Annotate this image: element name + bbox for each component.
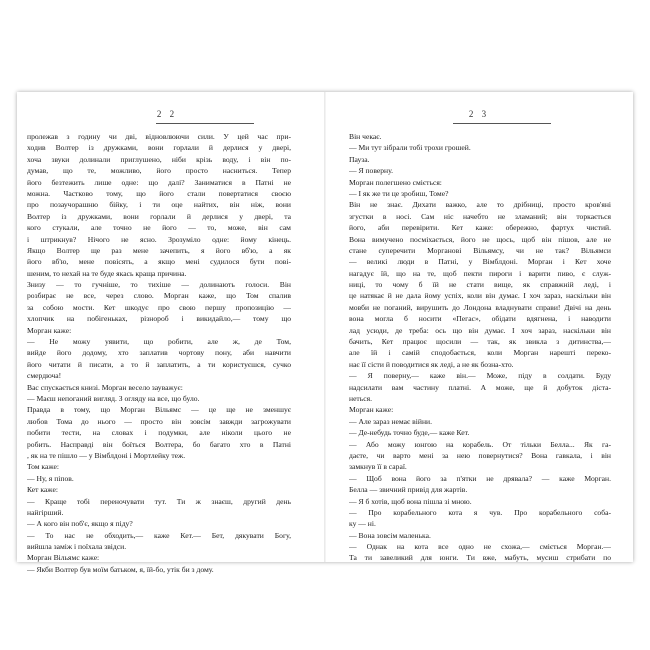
- text-line: Вона вимучено посміхається, його не щось, щоб він пішов, але не: [349, 234, 611, 244]
- left-page: [17, 92, 317, 574]
- text-line: це натякає й не дала йому успіх, коли він думає. І хоч зараз, наскільки він: [349, 291, 611, 301]
- text-line: про позаучорашню бійку, і ти оце найтих, він ніж, вони: [27, 200, 291, 210]
- text-line: даєте, чи варто мені за нею повернутися? Вона гавкала, і він: [349, 450, 611, 460]
- text-line: Белла — звичний привід для жартів.: [349, 485, 468, 495]
- text-line: — Про корабельного кота я чув. Про корабельного соба-: [349, 507, 611, 517]
- text-line: неться.: [349, 393, 372, 403]
- text-line: Морган каже:: [349, 405, 394, 415]
- text-line: мовби не поганий, вирушить до Лондона владнувати справи! Двічі на день: [349, 302, 611, 312]
- text-line: хоча звуки долинали приглушено, ніби крізь воду, і він по-: [27, 154, 291, 164]
- text-line: Та ти завеликий для юнги. Ти вже, мабуть, мусиш стрибати по: [349, 553, 611, 563]
- text-line: — Я поверну,— каже він.— Може, піду в солдати. Буду: [349, 371, 611, 381]
- page-number: 2 2: [156, 109, 178, 119]
- text-line: — Вона зовсім маленька.: [349, 530, 431, 540]
- text-line: його безтежить лише одне: що далі? Заниматися в Патні не: [27, 177, 291, 187]
- text-line: вийшла заміж і поїхала звідси.: [27, 542, 127, 552]
- text-line: — великі люди в Патні, у Вімблдоні. Морган і Кет хоче: [349, 257, 611, 267]
- book-spread: [17, 92, 633, 574]
- text-line: найгірший.: [27, 507, 64, 517]
- text-line: думав, що те, можливо, його просто насниться. Тепер: [27, 166, 291, 176]
- text-line: , як на те пішло — у Вімблдоні і Мортлейку теж.: [27, 450, 186, 460]
- text-line: стане суперечити Моргановi Вільямсу, чи не так? Вільямси: [349, 245, 611, 255]
- book-gutter: [324, 92, 326, 562]
- text-line: розбирає не все, через слово. Морган каже, що Том спалив: [27, 291, 291, 301]
- text-line: замкнув її в сараї.: [349, 462, 407, 472]
- header-rule: [453, 123, 551, 124]
- text-line: бачить, Кет працює щосили — так, як звикла з дитинства,—: [349, 337, 611, 347]
- text-line: Морган каже:: [27, 325, 72, 335]
- text-line: — Якби Волтер був моїм батьком, я, їй-бо, утік би з дому.: [27, 564, 214, 574]
- text-line: — Не можу уявити, що робити, але ж, де Том,: [27, 337, 291, 347]
- text-line: Том каже:: [27, 462, 59, 472]
- text-line: кого стукали, але точно не його — то, може, він сам: [27, 223, 291, 233]
- text-line: смердюча!: [27, 371, 62, 381]
- page-body: [27, 131, 291, 575]
- text-line: — А кого він поб'є, якщо я піду?: [27, 519, 133, 529]
- text-line: Правда в тому, що Морган Вільямс — це ще не зменшує: [27, 405, 291, 415]
- text-line: — Ну, я піпов.: [27, 473, 74, 483]
- text-line: Вас спускається книзі. Морган весело зауважує:: [27, 382, 183, 392]
- text-line: вона могла б носити «Пегас», обідати вдягнена, і наводити: [349, 314, 611, 324]
- text-line: любов Тома до нього — просто він зовсім завжди загрожувати: [27, 416, 291, 426]
- text-line: згустки в носі. Сам ніс начебто не зламаний; він торкається: [349, 211, 611, 221]
- right-page: [329, 92, 629, 562]
- text-line: хлопчик на побігеньках, різнороб і викидайло,— тому що: [27, 314, 291, 324]
- text-line: Морган Вільямс каже:: [27, 553, 100, 563]
- text-line: Морган полегшено сміється:: [349, 177, 442, 187]
- text-line: вийде його додому, хто заплатив чортову пону, аби навчити: [27, 348, 291, 358]
- text-line: — Однак на кота все одно не схожа,— сміється Морган.—: [349, 542, 611, 552]
- text-line: його читати й писати, а то й заплатить, а ти користуєшся, сучко: [27, 359, 291, 369]
- text-line: Він чекає.: [349, 132, 382, 141]
- text-line: Якщо Волтер ще раз мене зачепить, я його вб'ю, а як: [27, 245, 291, 255]
- text-line: робить. Насправді він боїться Волтера, бо багато хто в Патні: [27, 439, 291, 449]
- text-line: Він не знає. Дихати важко, але то дрібниці, просто кров'яні: [349, 200, 611, 210]
- text-line: Знизу — то гучніше, то тихіше — долинають голоси. Він: [27, 280, 291, 290]
- text-line: — І як же ти це зробиш, Томе?: [349, 188, 449, 198]
- text-line: ходив Волтер із дружками, вони горлали й дерлися у двері,: [27, 143, 291, 153]
- text-line: ку — ні.: [349, 519, 376, 529]
- text-line: — Щоб вона його за п'ятки не дрявала? — каже Морган.: [349, 473, 611, 483]
- text-line: Пауза.: [349, 154, 370, 164]
- text-line: за собою мости. Кет шкодує про свою першу пропозицію —: [27, 302, 291, 312]
- text-line: — Але зараз немає війни.: [349, 416, 432, 426]
- text-line: — Або можу юнгою на корабель. От тільки Белла... Як га-: [349, 439, 611, 449]
- text-line: — Маєш непоганий вигляд. З огляду на все, що було.: [27, 393, 200, 403]
- text-line: нає її сісти й поводитися як леді, а не як бозна-хто.: [349, 359, 514, 369]
- text-line: — Я б хотів, щоб вона пішла зі мною.: [349, 496, 472, 506]
- text-line: його вб'ю, мене повісять, а якщо мені судилося бути пові-: [27, 257, 291, 267]
- text-line: шеним, то нехай на те буде якась краща причина.: [27, 268, 187, 278]
- text-line: пролежав з годину чи дві, відновлюючи сили. У цей час при-: [27, 132, 291, 141]
- text-line: — То нас не обходить,— каже Кет.— Бет, дякувати Богу,: [27, 530, 291, 540]
- text-line: але їй і самій сподобається, коли Морган нарешті переко-: [349, 348, 611, 358]
- page-body: [349, 131, 611, 564]
- text-line: надсилати вам частину платні. А може, ще й добуток діста-: [349, 382, 611, 392]
- header-rule: [156, 123, 254, 124]
- text-line: Волтер із дружками, вони горлали й дерлися у двері, та: [27, 211, 291, 221]
- text-line: його, аби перевірити. Кет каже: обережно, фартух чистий.: [349, 223, 611, 233]
- text-line: — Краще тобі переночувати тут. Ти ж знаєш, другий день: [27, 496, 291, 506]
- text-line: побити тести, на словах і подумки, але ніколи цього не: [27, 428, 291, 438]
- text-line: — Де-небудь точно буде,— каже Кет.: [349, 428, 470, 438]
- text-line: — Я поверну.: [349, 166, 394, 176]
- text-line: Кет каже:: [27, 485, 58, 495]
- text-line: — Ми тут зібрали тобі трохи грошей.: [349, 143, 471, 153]
- text-line: нагадує їй, що на те, щоб пекти пироги і варити пиво, є служ-: [349, 268, 611, 278]
- text-line: ниці, то чому б їй не стати вище, як справжній леді, і: [349, 280, 611, 290]
- text-line: і штрикнув? Нічого не ясно. Зрозуміло одне: йому кінець.: [27, 234, 291, 244]
- text-line: лад усюди, де треба: ось що він думає. І хоч зараз, наскільки він: [349, 325, 611, 335]
- page-number: 2 3: [468, 109, 490, 119]
- text-line: можна. Частково тому, що його стали повертатися своєю: [27, 188, 291, 198]
